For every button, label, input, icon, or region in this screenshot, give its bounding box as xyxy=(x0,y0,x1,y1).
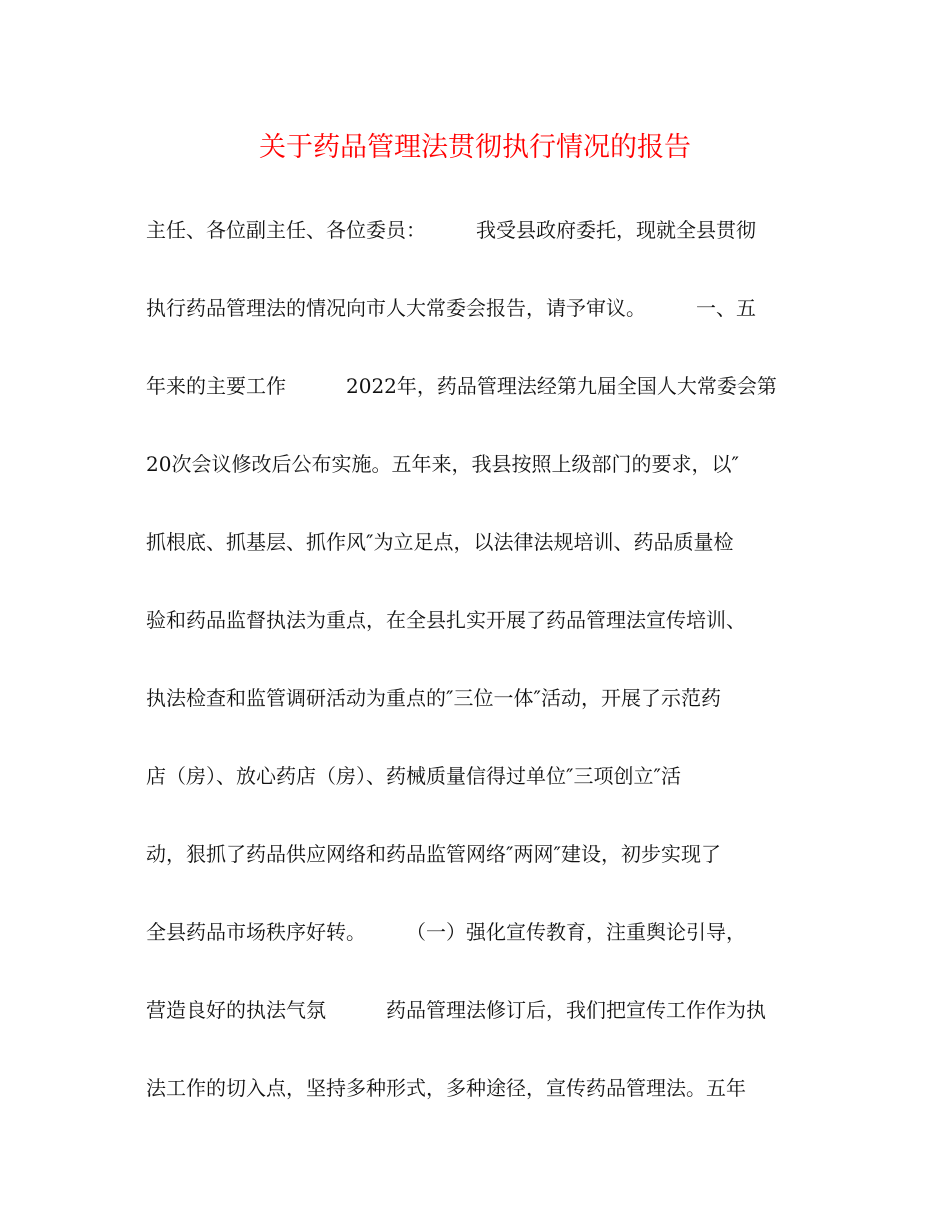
line-text: 动，狠抓了药品供应网络和药品监管网络″两网″建设，初步实现了 xyxy=(146,842,721,866)
body-line-5 xyxy=(146,522,806,600)
document-body xyxy=(146,210,806,1146)
line-text: 全县药品市场秩序好转。 （一）强化宣传教育，注重舆论引导， xyxy=(146,920,746,944)
line-text: 法工作的切入点，坚持多种形式，多种途径，宣传药品管理法。五年 xyxy=(146,1076,746,1100)
body-line-1 xyxy=(146,210,806,288)
body-line-7 xyxy=(146,678,806,756)
body-line-10 xyxy=(146,912,806,990)
line-text: 主任、各位副主任、各位委员： 我受县政府委托，现就全县贯彻 xyxy=(146,218,756,242)
line-text: 抓根底、抓基层、抓作风″为立足点，以法律法规培训、药品质量检 xyxy=(146,530,734,554)
line-text: 验和药品监督执法为重点，在全县扎实开展了药品管理法宣传培训、 xyxy=(146,608,746,632)
body-line-12 xyxy=(146,1068,806,1146)
body-line-8 xyxy=(146,756,806,834)
line-text: 店（房）、放心药店（房）、药械质量信得过单位″三项创立″活 xyxy=(146,764,681,788)
body-line-6 xyxy=(146,600,806,678)
body-line-9 xyxy=(146,834,806,912)
line-text: 20次会议修改后公布实施。五年来，我县按照上级部门的要求，以″ xyxy=(146,452,739,476)
line-text: 营造良好的执法气氛 药品管理法修订后，我们把宣传工作作为执 xyxy=(146,998,766,1022)
body-line-3 xyxy=(146,366,806,444)
line-text: 执行药品管理法的情况向市人大常委会报告，请予审议。 一、五 xyxy=(146,296,756,320)
document-title: 关于药品管理法贯彻执行情况的报告 xyxy=(259,132,691,163)
body-line-11 xyxy=(146,990,806,1068)
line-text: 年来的主要工作 2022年，药品管理法经第九届全国人大常委会第 xyxy=(146,374,777,398)
line-text: 执法检查和监管调研活动为重点的″三位一体″活动，开展了示范药 xyxy=(146,686,721,710)
body-line-4 xyxy=(146,444,806,522)
body-line-2 xyxy=(146,288,806,366)
